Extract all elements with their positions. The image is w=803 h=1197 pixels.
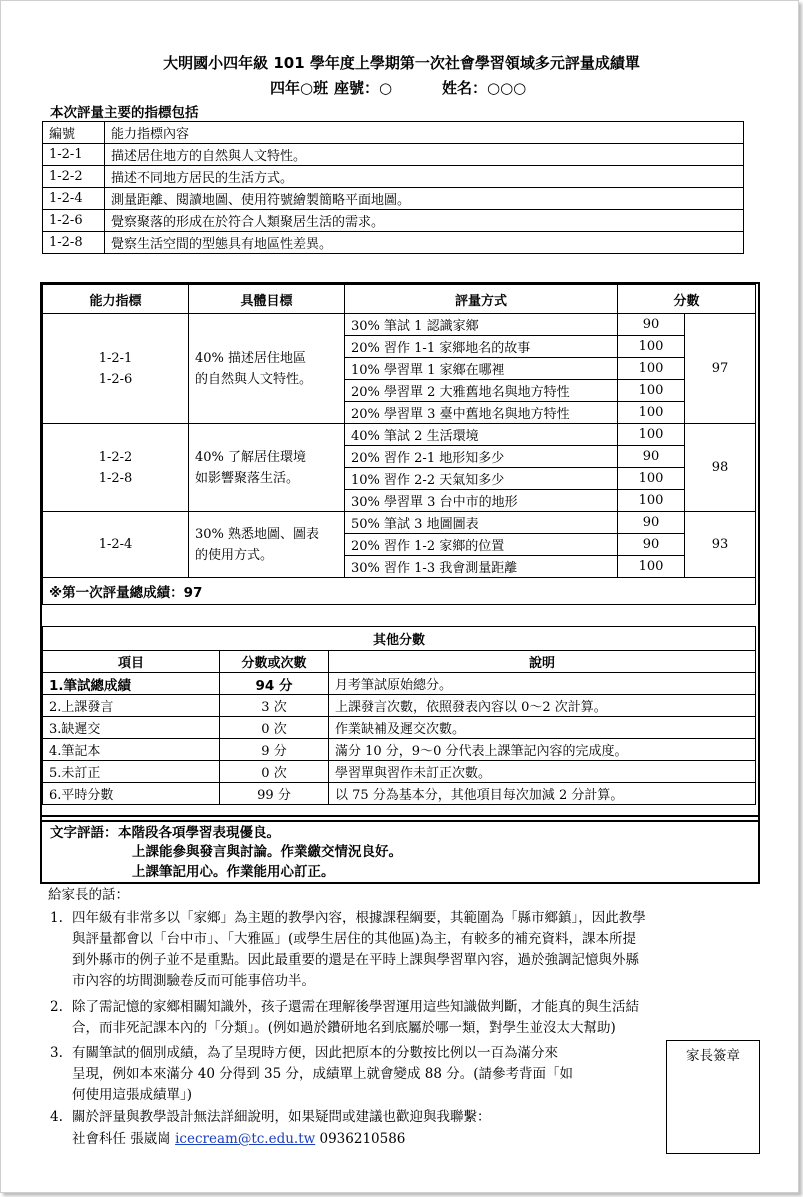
indicators-heading: 本次評量主要的指標包括 xyxy=(50,105,199,121)
note-4-line: 關於評量與教學設計無法詳細說明，如果疑問或建議也歡迎與我聯繫： xyxy=(72,1109,491,1125)
indicator-row xyxy=(43,188,744,210)
signature-label: 家長簽章 xyxy=(686,1048,740,1064)
group-indicator xyxy=(43,424,189,512)
other-scores-table xyxy=(42,626,756,805)
comment-label: 文字評語： xyxy=(50,825,118,841)
indicator-row xyxy=(43,166,744,188)
other-header-row xyxy=(43,651,756,673)
group-goal xyxy=(189,424,345,512)
other-desc: 學習單與習作未訂正次數。 xyxy=(329,761,756,783)
name-label: 姓名：○○○ xyxy=(442,79,527,97)
indicator-desc: 描述居住地方的自然與人文特性。 xyxy=(105,144,744,166)
header-desc: 說明 xyxy=(329,651,756,673)
contact-line xyxy=(72,1129,405,1150)
other-row xyxy=(43,717,756,739)
notes-heading: 給家長的話： xyxy=(48,887,129,903)
indicator-row xyxy=(43,232,744,254)
other-title-row xyxy=(43,627,756,651)
score-cell: 100 xyxy=(618,468,685,490)
comment-line-2: 上課能參與發言與討論。作業繳交情況良好。 xyxy=(132,844,402,860)
indicators-table xyxy=(42,121,744,254)
indicator-id: 1-2-6 xyxy=(43,210,105,232)
score-cell: 100 xyxy=(618,402,685,424)
goal-line: 40% 描述居住地區 xyxy=(195,350,307,366)
goal-line: 40% 了解居住環境 xyxy=(195,449,307,465)
other-title: 其他分數 xyxy=(43,627,756,651)
col-desc-header: 能力指標內容 xyxy=(105,122,744,144)
method-cell: 30% 學習單 3 台中市的地形 xyxy=(345,490,618,512)
indicator-desc: 測量距離、閱讀地圖、使用符號繪製簡略平面地圖。 xyxy=(105,188,744,210)
other-item: 5.未訂正 xyxy=(43,761,220,783)
score-cell: 90 xyxy=(618,446,685,468)
score-cell: 100 xyxy=(618,490,685,512)
method-cell: 30% 習作 1-3 我會測量距離 xyxy=(345,556,618,578)
method-cell: 20% 習作 2-1 地形知多少 xyxy=(345,446,618,468)
other-desc: 上課發言次數，依照發表內容以 0～2 次計算。 xyxy=(329,695,756,717)
method-cell: 20% 學習單 3 臺中舊地名與地方特性 xyxy=(345,402,618,424)
other-value: 94 分 xyxy=(220,673,329,695)
note-1-line: 到外縣市的例子並不是重點。因此最重要的還是在平時上課與學習單內容，過於強調記憶與外縣 xyxy=(72,952,639,968)
indicator-row xyxy=(43,144,744,166)
note-1-line: 與評量都會以「台中市」、「大雅區」(或學生居住的其他區)為主，有較多的補充資料，課本所提 xyxy=(72,931,637,947)
scores-table xyxy=(42,284,756,605)
signature-box[interactable] xyxy=(666,1040,760,1154)
method-cell: 20% 習作 1-1 家鄉地名的故事 xyxy=(345,336,618,358)
other-item: 4.筆記本 xyxy=(43,739,220,761)
group-goal xyxy=(189,314,345,424)
indicator-desc: 覺察聚落的形成在於符合人類聚居生活的需求。 xyxy=(105,210,744,232)
indicator-id: 1-2-2 xyxy=(43,166,105,188)
other-value: 3 次 xyxy=(220,695,329,717)
other-row xyxy=(43,673,756,695)
comment-line-1: 本階段各項學習表現優良。 xyxy=(118,825,280,841)
other-item: 1.筆試總成績 xyxy=(43,673,220,695)
group-goal xyxy=(189,512,345,578)
seat-label: 座號：○ xyxy=(334,79,393,97)
note-3-line: 呈現，例如本來滿分 40 分得到 35 分，成績單上就會變成 88 分。(請參考背面「如 xyxy=(72,1066,574,1082)
indicator-id: 1-2-8 xyxy=(43,232,105,254)
phone-number: 0936210586 xyxy=(319,1131,406,1147)
group-total: 93 xyxy=(685,512,756,578)
indicator-code: 1-2-6 xyxy=(98,371,133,387)
group-indicator: 1-2-4 xyxy=(43,512,189,578)
method-cell: 40% 筆試 2 生活環境 xyxy=(345,424,618,446)
other-row xyxy=(43,783,756,805)
header-goal: 具體目標 xyxy=(189,285,345,314)
indicators-header-row xyxy=(43,122,744,144)
score-cell: 100 xyxy=(618,336,685,358)
other-item: 6.平時分數 xyxy=(43,783,220,805)
other-value: 0 次 xyxy=(220,761,329,783)
teacher-name: 社會科任 張崴崗 xyxy=(72,1131,171,1147)
other-desc: 作業缺補及遲交次數。 xyxy=(329,717,756,739)
header-indicator: 能力指標 xyxy=(43,285,189,314)
note-1-number: 1. xyxy=(50,910,63,926)
other-row xyxy=(43,739,756,761)
email-link[interactable]: icecream@tc.edu.tw xyxy=(175,1131,316,1147)
note-3-line: 有關筆試的個別成績，為了呈現時方便，因此把原本的分數按比例以一百為滿分來 xyxy=(72,1045,558,1061)
other-item: 3.缺遲交 xyxy=(43,717,220,739)
score-cell: 100 xyxy=(618,380,685,402)
method-cell: 20% 習作 1-2 家鄉的位置 xyxy=(345,534,618,556)
note-2-number: 2. xyxy=(50,999,63,1015)
note-2-line: 除了需記憶的家鄉相關知識外，孩子還需在理解後學習運用這些知識做判斷，才能真的與生活結 xyxy=(72,999,639,1015)
score-cell: 100 xyxy=(618,358,685,380)
goal-line: 30% 熟悉地圖、圖表 xyxy=(195,526,320,542)
score-cell: 100 xyxy=(618,556,685,578)
note-3-number: 3. xyxy=(50,1045,63,1061)
comment-line-3: 上課筆記用心。作業能用心訂正。 xyxy=(132,864,335,880)
other-row xyxy=(43,695,756,717)
method-cell: 50% 筆試 3 地圖圖表 xyxy=(345,512,618,534)
other-desc: 滿分 10 分，9～0 分代表上課筆記內容的完成度。 xyxy=(329,739,756,761)
other-desc: 月考筆試原始總分。 xyxy=(329,673,756,695)
other-value: 0 次 xyxy=(220,717,329,739)
method-cell: 10% 習作 2-2 天氣知多少 xyxy=(345,468,618,490)
group-indicator xyxy=(43,314,189,424)
indicator-desc: 覺察生活空間的型態具有地區性差異。 xyxy=(105,232,744,254)
group-total: 97 xyxy=(685,314,756,424)
note-1-line: 市內容的坊間測驗卷反而可能事倍功半。 xyxy=(72,973,315,989)
scores-header-row xyxy=(43,285,756,314)
note-3-line: 何使用這張成績單」) xyxy=(72,1087,193,1103)
header-value: 分數或次數 xyxy=(220,651,329,673)
header-item: 項目 xyxy=(43,651,220,673)
note-2-line: 合，而非死記課本內的「分類」。(例如過於鑽研地名到底屬於哪一類，對學生並沒太大幫助) xyxy=(72,1020,616,1036)
indicator-code: 1-2-1 xyxy=(98,350,133,366)
goal-line: 的自然與人文特性。 xyxy=(195,371,313,387)
other-value: 99 分 xyxy=(220,783,329,805)
method-cell: 30% 筆試 1 認識家鄉 xyxy=(345,314,618,336)
overall-row xyxy=(43,578,756,605)
note-1-line: 四年級有非常多以「家鄉」為主題的教學內容，根據課程綱要，其範圍為「縣市鄉鎮」，因此教學 xyxy=(72,910,646,926)
score-row xyxy=(43,314,756,336)
score-cell: 90 xyxy=(618,534,685,556)
indicator-code: 1-2-2 xyxy=(98,449,133,465)
goal-line: 如影響聚落生活。 xyxy=(195,470,300,486)
other-row xyxy=(43,761,756,783)
indicator-desc: 描述不同地方居民的生活方式。 xyxy=(105,166,744,188)
score-cell: 90 xyxy=(618,512,685,534)
indicator-code: 1-2-8 xyxy=(98,470,133,486)
score-cell: 90 xyxy=(618,314,685,336)
other-desc: 以 75 分為基本分，其他項目每次加減 2 分計算。 xyxy=(329,783,756,805)
indicator-id: 1-2-1 xyxy=(43,144,105,166)
indicator-row xyxy=(43,210,744,232)
score-row xyxy=(43,424,756,446)
header-score: 分數 xyxy=(618,285,756,314)
group-total: 98 xyxy=(685,424,756,512)
note-4-number: 4. xyxy=(50,1109,63,1125)
header-method: 評量方式 xyxy=(345,285,618,314)
overall-score: ※第一次評量總成績：97 xyxy=(43,578,756,605)
other-value: 9 分 xyxy=(220,739,329,761)
score-cell: 100 xyxy=(618,424,685,446)
col-id-header: 編號 xyxy=(43,122,105,144)
report-title: 大明國小四年級 101 學年度上學期第一次社會學習領域多元評量成績單 xyxy=(163,54,640,72)
score-row xyxy=(43,512,756,534)
method-cell: 10% 學習單 1 家鄉在哪裡 xyxy=(345,358,618,380)
method-cell: 20% 學習單 2 大雅舊地名與地方特性 xyxy=(345,380,618,402)
indicator-id: 1-2-4 xyxy=(43,188,105,210)
goal-line: 的使用方式。 xyxy=(195,547,274,563)
other-item: 2.上課發言 xyxy=(43,695,220,717)
class-label: 四年○班 xyxy=(270,79,329,97)
